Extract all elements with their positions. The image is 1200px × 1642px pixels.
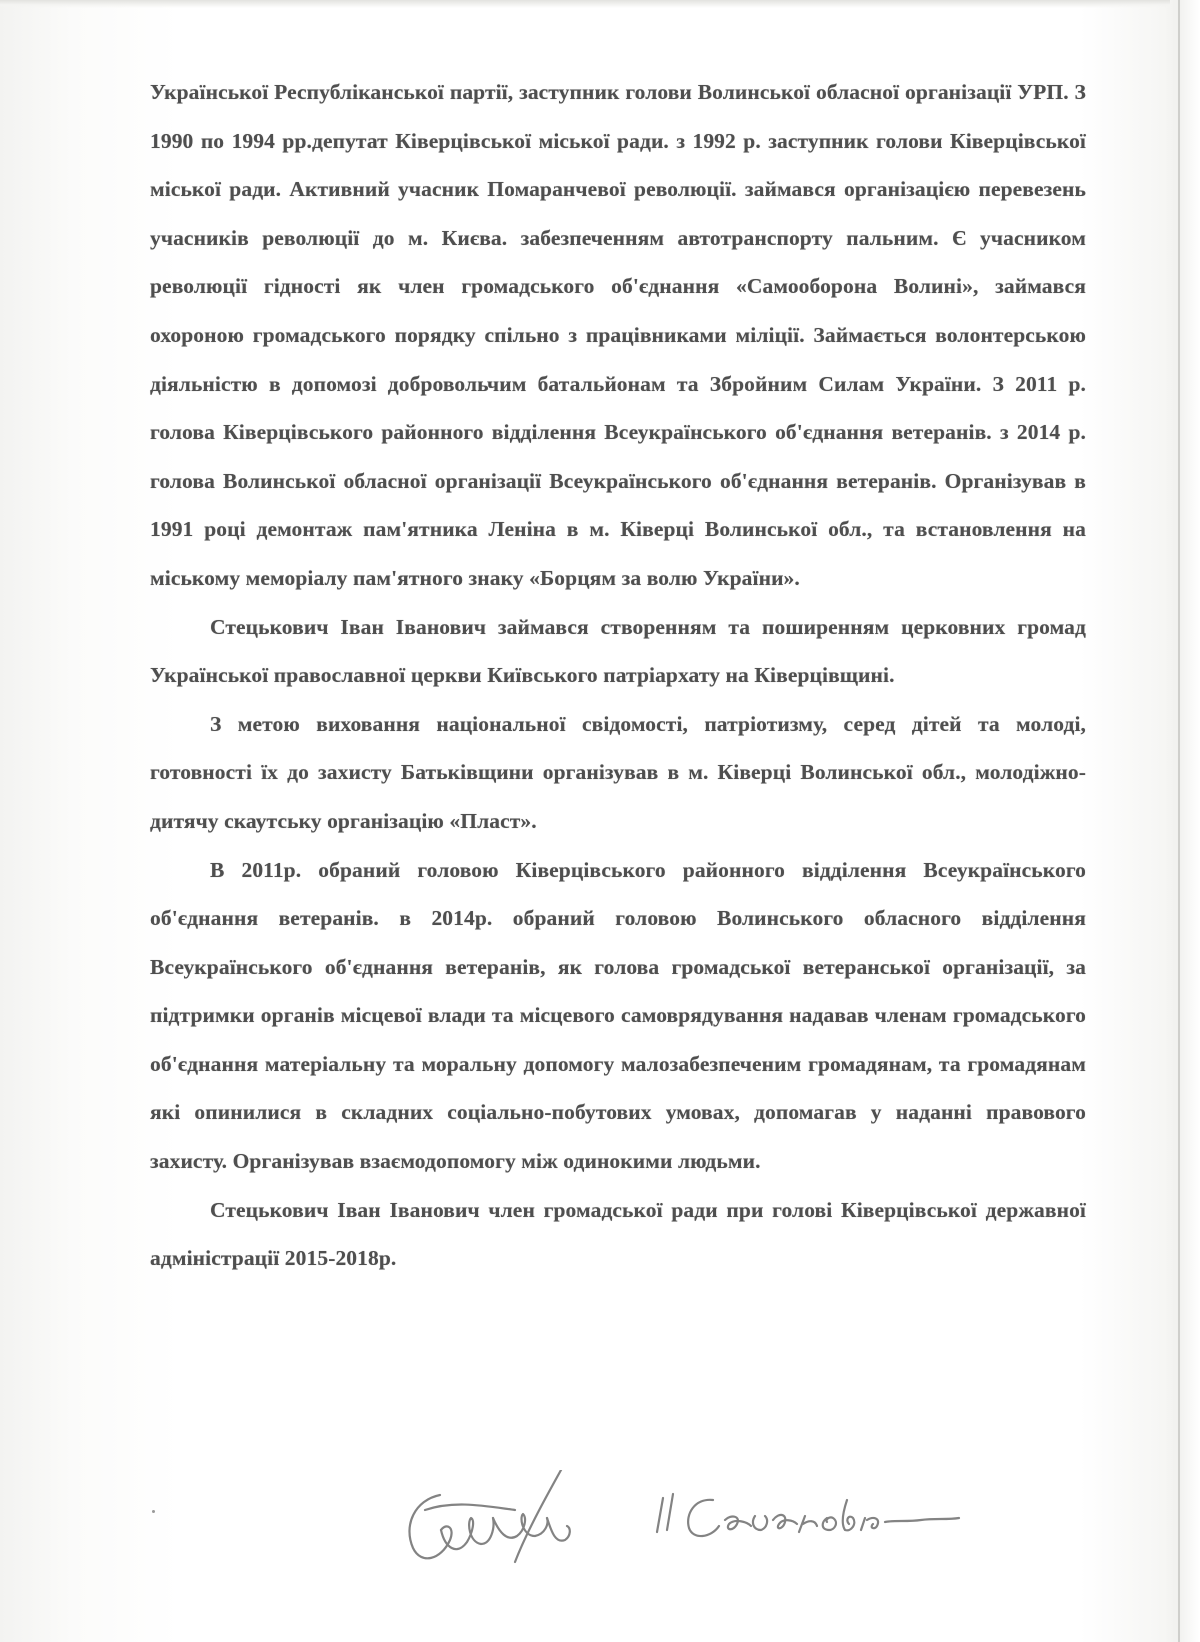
paragraph-veterans: В 2011р. обраний головою Ківерцівського районного відділення Всеукраїнського об'єднання ветеранів. в 2014р. обраний головою Волинського обласного відділення Всеукраїнського об'єднання ветеранів, як голова громадської ветеранської організації, за підтримки органів місцевої влади та місцевого самоврядування надавав членам громадського об'єднання матеріальну та моральну допомогу малозабезпеченим громадянам, та громадянам які опинилися в складних соціально-побутових умовах, допомагав у наданні правового захисту. Організував взаємодопомогу між одинокими людьми.: [150, 857, 1086, 1174]
page-right-edge-line: [1178, 0, 1180, 1642]
paragraph-biography: Української Республіканської партії, заступник голови Волинської обласної організації УРП. З 1990 по 1994 рр.депутат Ківерцівської міської ради. з 1992 р. заступник голови Ківерцівської міської ради. Активний учасник Помаранчевої революції. займався організацією перевезень учасників революції до м. Києва. забезпеченням автотранспорту пальним. Є учасником революції гідності як член громадського об'єднання «Самооборона Волині», займався охороною громадського порядку спільно з працівниками міліції. Займається волонтерською діяльністю в допомозі добровольчим батальйонам та Збройним Силам України. З 2011 р. голова Ківерцівського районного відділення Всеукраїнського об'єднання ветеранів. з 2014 р. голова Волинської обласної організації Всеукраїнського об'єднання ветеранів. Організував в 1991 році демонтаж пам'ятника Леніна в м. Ківерці Волинської обл., та встановлення на міському меморіалу пам'ятного знаку «Борцям за волю України».: [150, 80, 1086, 590]
document-body: [150, 68, 1086, 1283]
paragraph-public-council: Стецькович Іван Іванович член громадської ради при голові Ківерцівської державної адміністрації 2015-2018р.: [150, 1197, 1086, 1271]
stray-mark: [152, 1510, 155, 1513]
signature-text: І. Стецькович: [395, 1470, 401, 1471]
page-right-margin: [1180, 0, 1200, 1642]
paragraph-plast: З метою виховання національної свідомості, патріотизму, серед дітей та молоді, готовності їх до захисту Батьківщини організував в м. Ківерці Волинської обл., молодіжно-дитячу скаутську організацію «Пласт».: [150, 711, 1086, 833]
page-top-edge: [0, 0, 1170, 8]
handwritten-signature: [395, 1470, 995, 1580]
paragraph-church: Стецькович Іван Іванович займався створенням та поширенням церковних громад Української православної церкви Київського патріархату на Ківерцівщині.: [150, 614, 1086, 688]
